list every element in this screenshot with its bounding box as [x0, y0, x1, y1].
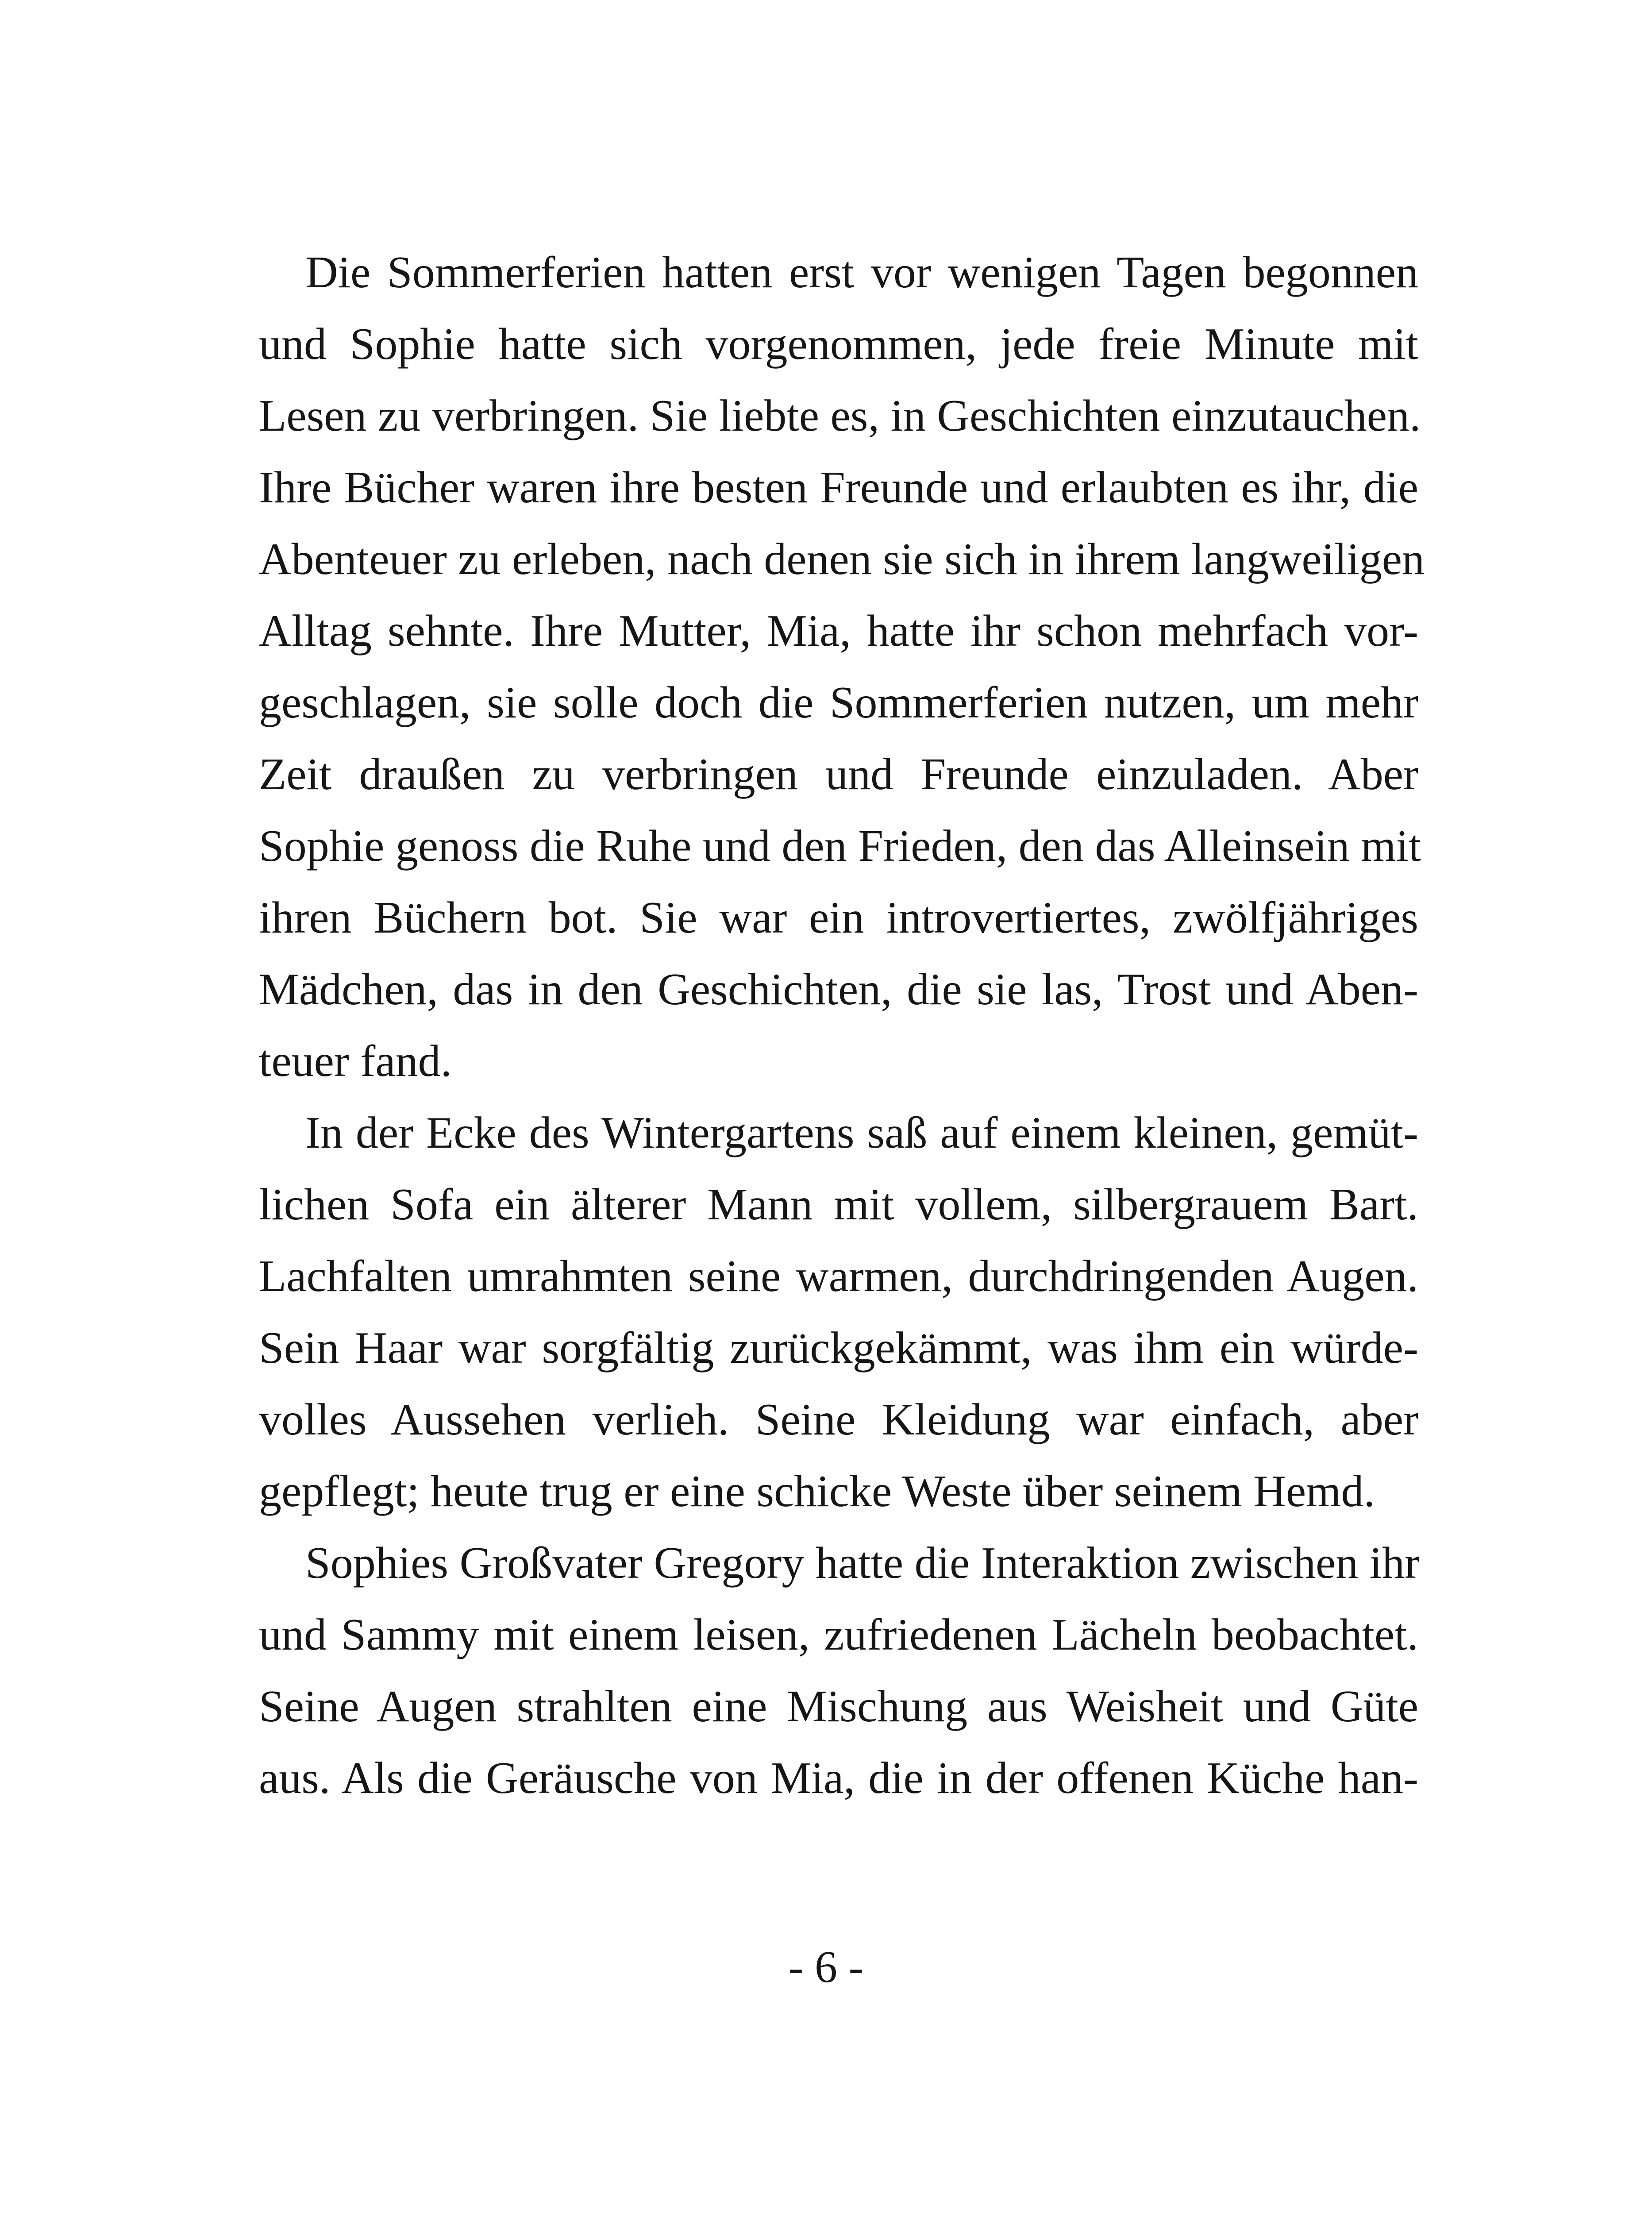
text-line: geschlagen, sie solle doch die Sommerferien nutzen, um mehr — [259, 678, 1418, 728]
text-line: Sophies Großvater Gregory hatte die Interaktion zwischen ihr — [305, 1538, 1420, 1588]
text-line: gepflegt; heute trug er eine schicke Weste über seinem Hemd. — [259, 1466, 1375, 1516]
text-line: teuer fand. — [259, 1036, 452, 1086]
paragraph-2 — [259, 1097, 1418, 1527]
text-line: Seine Augen strahlten eine Mischung aus Weisheit und Güte — [259, 1681, 1418, 1731]
text-line: ihren Büchern bot. Sie war ein introvertiertes, zwölfjähriges — [259, 893, 1418, 943]
text-line: volles Aussehen verlieh. Seine Kleidung war einfach, aber — [259, 1395, 1418, 1445]
text-line: In der Ecke des Wintergartens saß auf einem kleinen, gemüt- — [305, 1108, 1418, 1158]
text-line: Lesen zu verbringen. Sie liebte es, in Geschichten einzutauchen. — [259, 391, 1421, 441]
text-line: Lachfalten umrahmten seine warmen, durchdringenden Augen. — [259, 1251, 1418, 1301]
body-text — [259, 237, 1425, 1814]
text-line: lichen Sofa ein älterer Mann mit vollem, silbergrauem Bart. — [259, 1180, 1418, 1230]
text-line: und Sammy mit einem leisen, zufriedenen Lächeln beobachtet. — [259, 1610, 1418, 1660]
text-line: Abenteuer zu erleben, nach denen sie sich in ihrem langweiligen — [259, 534, 1425, 584]
text-line: aus. Als die Geräusche von Mia, die in der offenen Küche han- — [259, 1753, 1418, 1803]
page-number: - 6 - — [788, 1942, 864, 1992]
text-line: Ihre Bücher waren ihre besten Freunde und erlaubten es ihr, die — [259, 463, 1418, 513]
text-line: Sein Haar war sorgfältig zurückgekämmt, was ihm ein würde- — [259, 1323, 1418, 1373]
text-line: Mädchen, das in den Geschichten, die sie las, Trost und Aben- — [259, 964, 1418, 1014]
text-line: Die Sommerferien hatten erst vor wenigen Tagen begonnen — [305, 247, 1418, 297]
text-line: Zeit draußen zu verbringen und Freunde einzuladen. Aber — [259, 749, 1418, 799]
paragraph-3 — [259, 1527, 1418, 1814]
text-line: Alltag sehnte. Ihre Mutter, Mia, hatte ihr schon mehrfach vor- — [259, 606, 1418, 656]
paragraph-1 — [259, 237, 1425, 1097]
text-line: Sophie genoss die Ruhe und den Frieden, den das Alleinsein mit — [259, 821, 1421, 871]
text-line: und Sophie hatte sich vorgenommen, jede freie Minute mit — [259, 319, 1418, 369]
